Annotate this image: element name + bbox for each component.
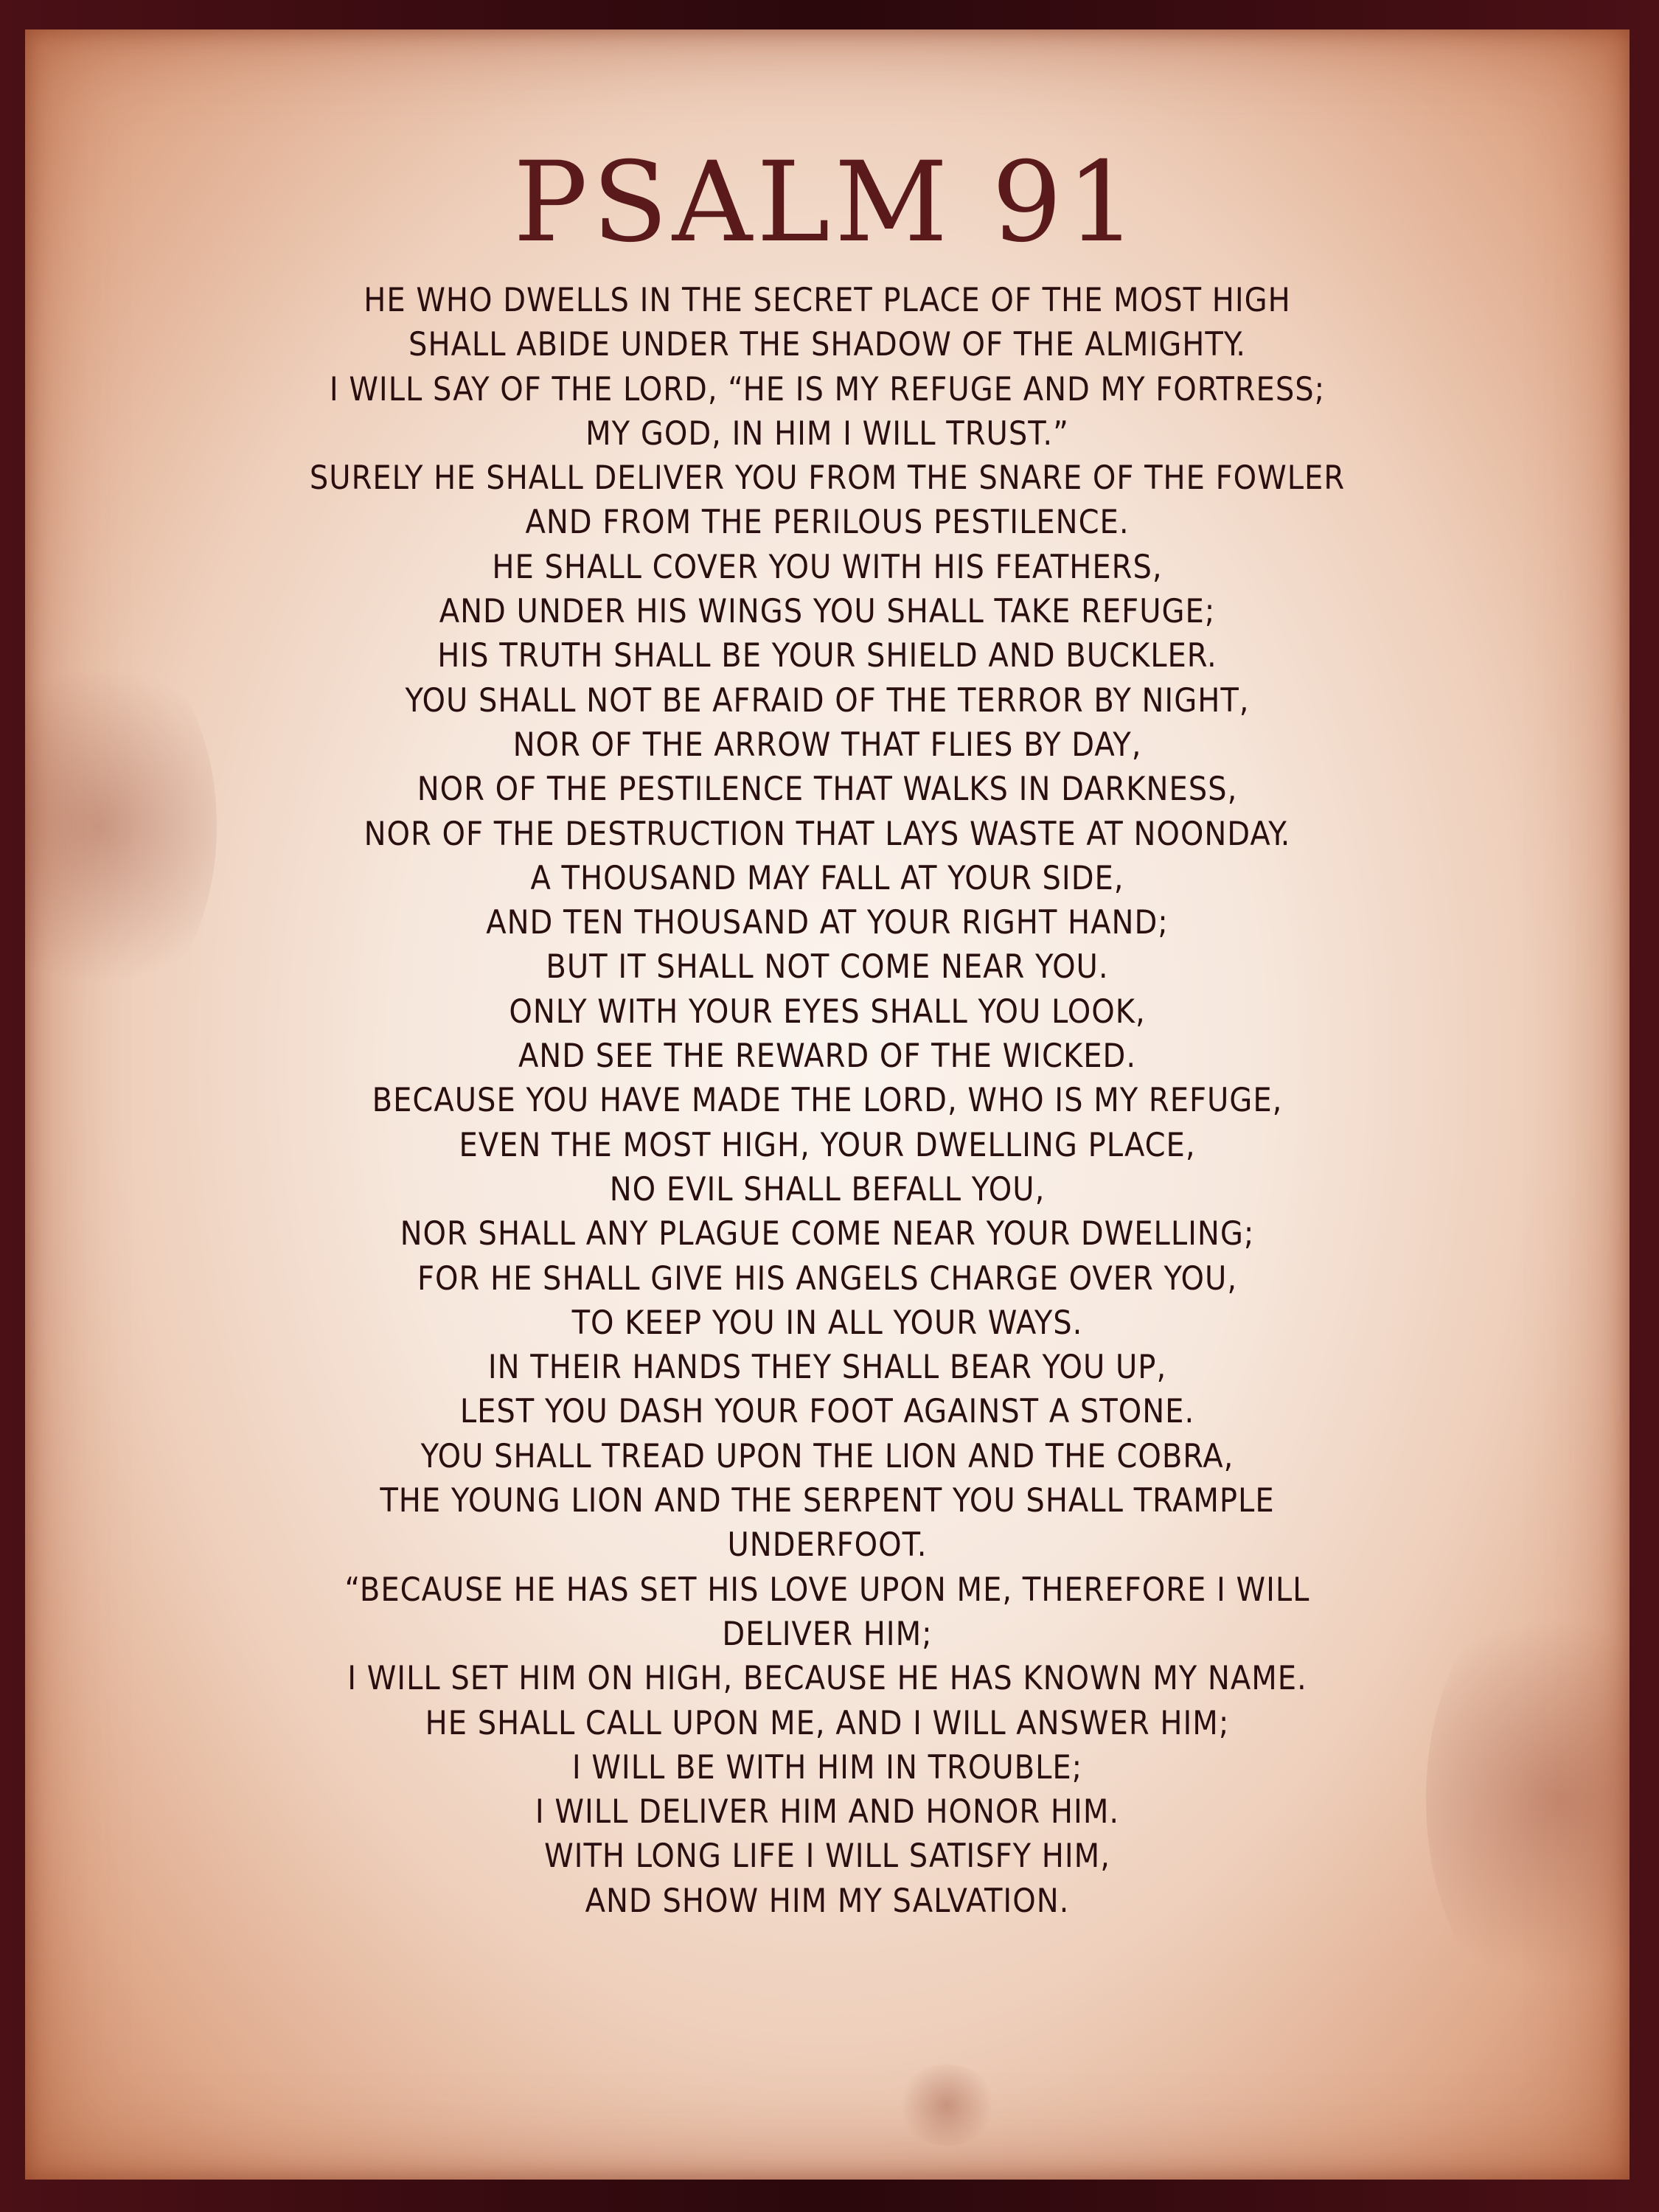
verse-line: ONLY WITH YOUR EYES SHALL YOU LOOK, [509, 992, 1146, 1031]
verse-line: BECAUSE YOU HAVE MADE THE LORD, WHO IS MY REFUGE, [372, 1082, 1283, 1120]
verse-line: UNDERFOOT. [727, 1526, 928, 1565]
verse-line: SURELY HE SHALL DELIVER YOU FROM THE SNARE OF THE FOWLER [309, 459, 1346, 498]
verse-line: EVEN THE MOST HIGH, YOUR DWELLING PLACE, [459, 1126, 1196, 1164]
verse-line: NOR OF THE ARROW THAT FLIES BY DAY, [512, 726, 1142, 764]
verse-line: TO KEEP YOU IN ALL YOUR WAYS. [571, 1304, 1083, 1342]
verse-line: YOU SHALL TREAD UPON THE LION AND THE COBRA, [420, 1437, 1234, 1475]
verse-line: IN THEIR HANDS THEY SHALL BEAR YOU UP, [487, 1349, 1167, 1387]
verse-line: HE SHALL CALL UPON ME, AND I WILL ANSWER HIM; [425, 1704, 1230, 1742]
verse-line: FOR HE SHALL GIVE HIS ANGELS CHARGE OVER YOU, [417, 1259, 1238, 1298]
verse-line: BUT IT SHALL NOT COME NEAR YOU. [546, 948, 1109, 987]
verse-line: SHALL ABIDE UNDER THE SHADOW OF THE ALMIGHTY. [408, 326, 1246, 364]
verse-line: HE SHALL COVER YOU WITH HIS FEATHERS, [492, 548, 1163, 586]
verse-line: AND FROM THE PERILOUS PESTILENCE. [525, 504, 1130, 542]
verse-line: AND TEN THOUSAND AT YOUR RIGHT HAND; [486, 904, 1169, 942]
verse-line: AND SHOW HIM MY SALVATION. [585, 1882, 1070, 1920]
verse-line: I WILL DELIVER HIM AND HONOR HIM. [535, 1793, 1120, 1832]
verse-line: THE YOUNG LION AND THE SERPENT YOU SHALL TRAMPLE [380, 1482, 1275, 1520]
verse-line: AND UNDER HIS WINGS YOU SHALL TAKE REFUGE; [439, 593, 1216, 631]
psalm-text [25, 279, 1630, 1924]
paper-stain [895, 2065, 998, 2146]
verse-line: A THOUSAND MAY FALL AT YOUR SIDE, [530, 859, 1124, 897]
verse-line: HE WHO DWELLS IN THE SECRET PLACE OF THE MOST HIGH [364, 282, 1291, 319]
verse-line: “BECAUSE HE HAS SET HIS LOVE UPON ME, THEREFORE I WILL [344, 1571, 1310, 1609]
verse-line: NO EVIL SHALL BEFALL YOU, [609, 1170, 1046, 1208]
verse-line: NOR OF THE DESTRUCTION THAT LAYS WASTE AT NOONDAY. [364, 815, 1291, 853]
parchment-page [25, 29, 1630, 2180]
verse-line: AND SEE THE REWARD OF THE WICKED. [518, 1037, 1137, 1076]
verse-line: NOR SHALL ANY PLAGUE COME NEAR YOUR DWELLING; [400, 1215, 1255, 1253]
verse-line: I WILL SET HIM ON HIGH, BECAUSE HE HAS KNOWN MY NAME. [347, 1660, 1307, 1698]
verse-line: LEST YOU DASH YOUR FOOT AGAINST A STONE. [459, 1393, 1195, 1431]
verse-line: NOR OF THE PESTILENCE THAT WALKS IN DARKNESS, [417, 771, 1238, 809]
verse-line: I WILL SAY OF THE LORD, “HE IS MY REFUGE AND MY FORTRESS; [329, 370, 1326, 408]
page-title: PSALM 91 [513, 139, 1141, 267]
verse-line: I WILL BE WITH HIM IN TROUBLE; [571, 1748, 1083, 1787]
verse-line: YOU SHALL NOT BE AFRAID OF THE TERROR BY NIGHT, [405, 681, 1250, 720]
verse-line: MY GOD, IN HIM I WILL TRUST.” [585, 414, 1069, 453]
verse-line: WITH LONG LIFE I WILL SATISFY HIM, [544, 1837, 1110, 1876]
verse-line: DELIVER HIM; [722, 1615, 933, 1653]
verse-line: HIS TRUTH SHALL BE YOUR SHIELD AND BUCKLER. [437, 637, 1217, 675]
